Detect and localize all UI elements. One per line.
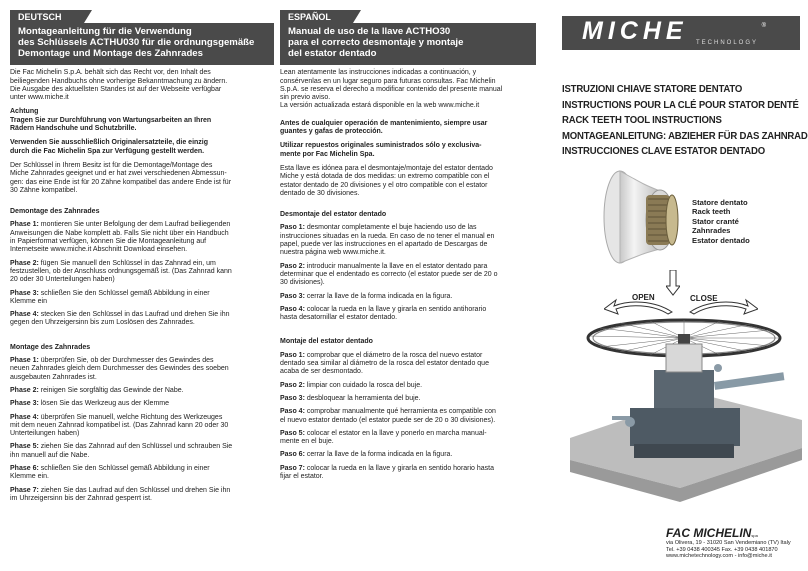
spanish-assembly-step: Paso 7: colocar la rueda en la llave y girarla en sentido horario hasta fijar el estator. xyxy=(280,464,495,480)
title-fr: INSTRUCTIONS POUR LA CLÉ POUR STATOR DENTÉ xyxy=(562,99,799,111)
spanish-section-assembly: Montaje del estator dentado xyxy=(280,338,373,346)
german-section-assembly: Montage des Zahnrades xyxy=(10,343,91,351)
german-section-disassembly: Demontage des Zahnrades xyxy=(10,208,100,216)
spanish-column xyxy=(280,10,536,481)
title-de: MONTAGEANLEITUNG: ABZIEHER FÜR DAS ZAHNRAD xyxy=(562,130,808,142)
german-disassembly-step: Phase 2: fügen Sie manuell den Schlüssel in das Zahnrad ein, um festzustellen, ob der Anschluss ordnungsgemäß ist. (Das Zahnrad kann 20 oder 30 Unterteilungen haben) xyxy=(10,259,232,284)
spanish-assembly-step: Paso 4: comprobar manualmente qué herramienta es compatible con el nuevo estator dentado (el estator puede ser de 20 o 30 divisiones). xyxy=(280,408,496,424)
spanish-warning: Antes de cualquier operación de mantenimiento, siempre usar guantes y gafas de protección. xyxy=(280,119,488,136)
german-assembly-step: Phase 3: lösen Sie das Werkzeug aus der Klemme xyxy=(10,400,170,408)
spanish-disassembly-step: Paso 1: desmontar completamente el buje haciendo uso de las instrucciones situadas en la rueda. En caso de no tener el manual en papel, puede ver las instrucciones en el apartado de Descargas de nuestra página web www.miche.it. xyxy=(280,224,495,257)
german-key-description: Der Schlüssel in Ihrem Besitz ist für die Demontage/Montage des Miche Zahnrades geeignet und er hat zwei verschiedenen Abmessun- gen: das eine Ende ist für 20 Zähne kompatibel das andere Ende ist für 30 Zähne kompatibel. xyxy=(10,161,232,194)
title-it: ISTRUZIONI CHIAVE STATORE DENTATO xyxy=(562,84,743,95)
company-address: via Olivera, 19 - 31020 San Vendemiano (TV) Italy Tel. +39 0438 400345 Fax. +39 0438 401870 www.michetechnology.com - info@miche.it xyxy=(666,540,791,560)
german-assembly-step: Phase 2: reinigen Sie sorgfältig das Gewinde der Nabe. xyxy=(10,386,184,394)
multilingual-titles xyxy=(562,82,808,160)
down-arrow-icon xyxy=(666,270,680,296)
wheel-vise-illustration xyxy=(570,310,802,510)
part-labels: Statore dentato Rack teeth Stator cranté Zahnrades Estator dentado xyxy=(692,198,750,245)
german-intro: Die Fac Michelin S.p.A. behält sich das Recht vor, den Inhalt des beiliegenden Handbuchs ohne vorherige Bekanntmachung zu ändern. Die Ausgabe des aktuellsten Standes ist auf der Webseite verfügbar unter www.miche.it xyxy=(10,69,228,102)
spanish-assembly-step: Paso 3: desbloquear la herramienta del buje. xyxy=(280,394,421,402)
german-assembly-step: Phase 1: überprüfen Sie, ob der Durchmesser des Gewindes des neuen Zahnrades gleich dem Durchmesser des Gewindes des soeben ausgebauten Zahnrades ist. xyxy=(10,357,229,381)
german-column xyxy=(10,10,274,503)
spanish-intro: Lean atentamente las instrucciones indicadas a continuación, y consérvenlas en un lugar seguro para futuras consultas. Fac Michelin S.p.A. se reserva el derecho a modificar contenido del presente manual sin previo aviso. La versión actualizada estará disponible en la web www.miche.it xyxy=(280,69,503,110)
spanish-assembly-step: Paso 2: limpiar con cuidado la rosca del buje. xyxy=(280,381,423,389)
language-tab-es: ESPAÑOL xyxy=(280,10,353,23)
rack-teeth-tool-illustration xyxy=(590,165,690,275)
company-name: FAC MICHELINspa xyxy=(666,526,758,540)
spanish-assembly-step: Paso 5: colocar el estator en la llave y ponerlo en marcha manual- mente en el buje. xyxy=(280,429,487,446)
german-disassembly-step: Phase 3: schließen Sie den Schlüssel gemäß Abbildung in einer Klemme ein xyxy=(10,289,210,305)
brand-name: MICHE xyxy=(582,17,688,45)
german-original-parts: Verwenden Sie ausschließlich Originalersatzteile, die einzig durch die Fac Michelin Spa zur Verfügung gestellt werden. xyxy=(10,139,209,155)
language-tab-de: DEUTSCH xyxy=(10,10,84,23)
german-disassembly-step: Phase 1: montieren Sie unter Befolgung der dem Laufrad beiliegenden Anweisungen die Nabe komplett ab. Falls Sie nicht über ein Handbuch in Papierformat verfügen, können Sie die Montageanleitung auf Internetseite www.miche.it Abschnitt Download einsehen. xyxy=(10,221,231,254)
spanish-original-parts: Utilizar repuestos originales suministrados sólo y exclusiva- mente por Fac Michelin Spa. xyxy=(280,142,482,158)
open-label: OPEN xyxy=(632,293,655,302)
german-title: Montageanleitung für die Verwendung des Schlüssels ACTHU030 für die ordnungsgemäße Demontage und Montage des Zahnrades xyxy=(10,23,274,65)
spanish-key-description: Esta llave es idónea para el desmontaje/montaje del estator dentado Miche y está dotada de dos medidas: un extremo compatible con el estator dentado de 20 divisiones y el otro compatible con el estator dentado de 30 divisiones. xyxy=(280,164,493,197)
german-assembly-step: Phase 4: überprüfen Sie manuell, welche Richtung des Werkzeuges mit dem neuen Zahnrad kompatibel ist. (Das Zahnrad kann 20 oder 30 Unterteilungen haben) xyxy=(10,413,229,438)
spanish-disassembly-step: Paso 4: colocar la rueda en la llave y girarla en sentido antihorario hasta desatornillar el estator dentado. xyxy=(280,305,487,322)
spanish-assembly-step: Paso 6: cerrar la llave de la forma indicada en la figura. xyxy=(280,451,453,459)
german-warning: Achtung Tragen Sie zur Durchführung von Wartungsarbeiten an Ihren Rädern Handschuhe und Schutzbrille. xyxy=(10,108,212,133)
spanish-title: Manual de uso de la llave ACTHO30 para el correcto desmontaje y montaje del estator dentado xyxy=(280,23,536,65)
german-assembly-step: Phase 6: schließen Sie den Schlüssel gemäß Abbildung in einer Klemme ein. xyxy=(10,464,210,481)
german-disassembly-step: Phase 4: stecken Sie den Schlüssel in das Laufrad und drehen Sie ihn gegen den Uhrzeigersinn bis zum Loslösen des Zahnrades. xyxy=(10,311,230,327)
registered-mark: ® xyxy=(761,23,766,29)
spanish-disassembly-step: Paso 2: introducir manualmente la llave en el estator dentado para determinar que el endentado es correcto (el estator puede ser de 20 o 30 divisiones). xyxy=(280,262,498,287)
german-assembly-step: Phase 7: ziehen Sie das Laufrad auf den Schlüssel und drehen Sie ihn im Uhrzeigersinn bis der Zahnrad gesperrt ist. xyxy=(10,486,231,502)
close-label: CLOSE xyxy=(690,294,718,303)
miche-logo xyxy=(562,16,800,50)
spanish-assembly-step: Paso 1: comprobar que el diámetro de la rosca del nuevo estator dentado sea similar al diámetro de la rosca del estator dentado que acaba de ser desmontado. xyxy=(280,351,489,376)
spanish-section-disassembly: Desmontaje del estator dentado xyxy=(280,211,387,219)
title-es: INSTRUCCIONES CLAVE ESTATOR DENTADO xyxy=(562,146,765,158)
title-en: RACK TEETH TOOL INSTRUCTIONS xyxy=(562,115,722,127)
brand-tagline: TECHNOLOGY xyxy=(695,40,758,46)
german-assembly-step: Phase 5: ziehen Sie das Zahnrad auf den Schlüssel und schrauben Sie ihn manuell auf die Nabe. xyxy=(10,443,233,459)
spanish-disassembly-step: Paso 3: cerrar la llave de la forma indicada en la figura. xyxy=(280,292,453,300)
